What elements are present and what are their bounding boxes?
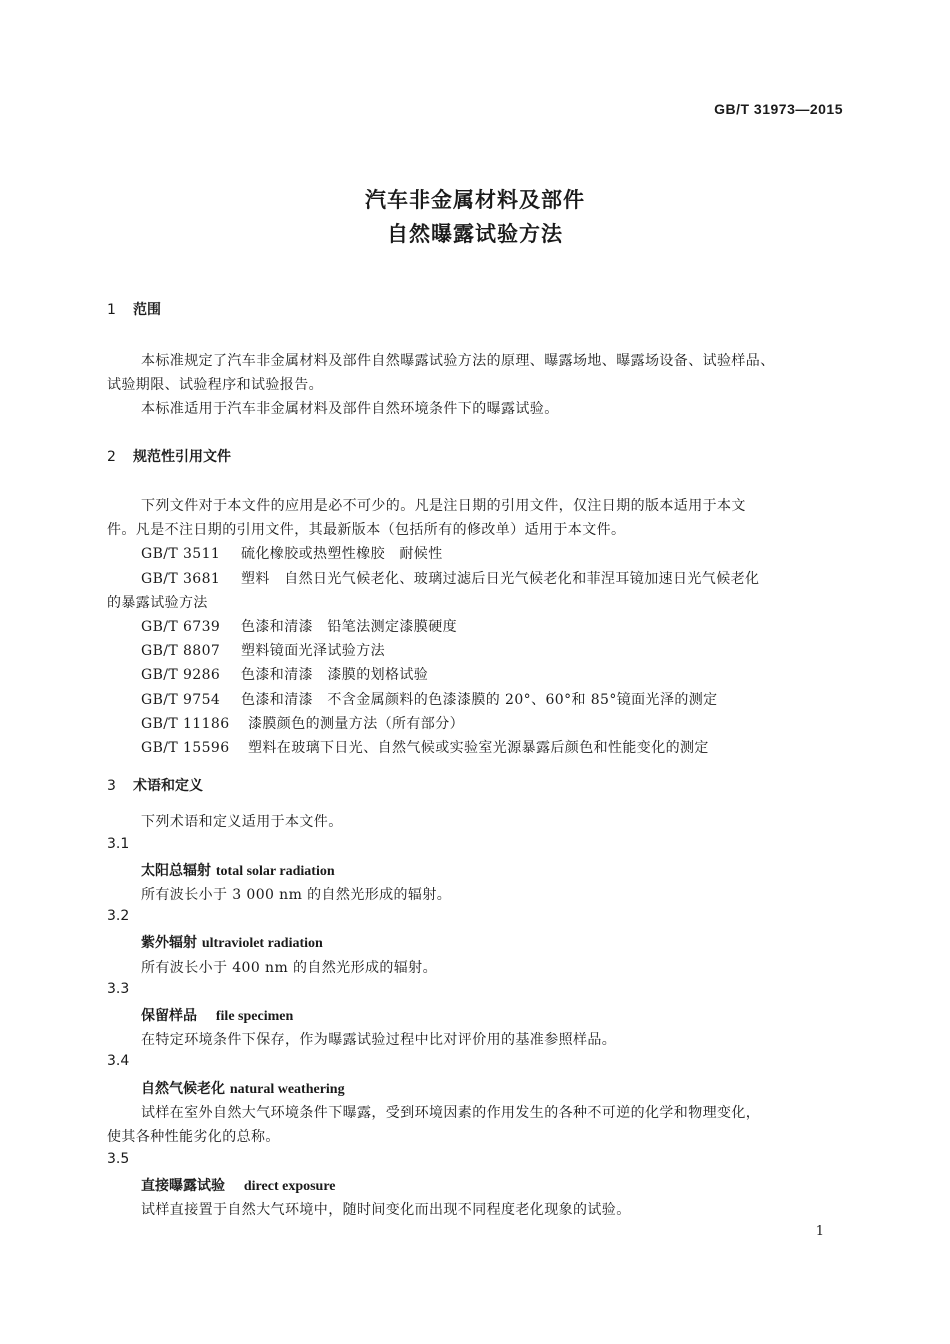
term-heading bbox=[141, 1078, 345, 1098]
term-en: total solar radiation bbox=[215, 864, 335, 879]
section-title: 术语和定义 bbox=[133, 778, 203, 794]
term-zh: 紫外辐射 bbox=[141, 935, 197, 951]
section-title: 规范性引用文件 bbox=[133, 449, 231, 465]
section-title: 范围 bbox=[133, 302, 161, 318]
standard-number: GB/T 31973—2015 bbox=[714, 101, 843, 117]
term-zh: 太阳总辐射 bbox=[141, 863, 211, 879]
term-heading bbox=[141, 860, 335, 880]
term-definition: 所有波长小于 400 nm 的自然光形成的辐射。 bbox=[141, 960, 437, 976]
section-2-heading bbox=[107, 446, 231, 466]
term-heading bbox=[141, 1005, 293, 1025]
term-en: direct exposure bbox=[243, 1179, 336, 1194]
paragraph-line: 下列术语和定义适用于本文件。 bbox=[141, 814, 343, 830]
term-en: natural weathering bbox=[229, 1082, 345, 1097]
term-heading bbox=[141, 932, 323, 952]
reference-item bbox=[141, 543, 443, 563]
reference-item bbox=[141, 616, 457, 636]
term-heading bbox=[141, 1175, 336, 1195]
term-zh: 自然气候老化 bbox=[141, 1081, 225, 1097]
reference-code: GB/T 9286 bbox=[141, 667, 221, 683]
reference-title: 硫化橡胶或热塑性橡胶 耐候性 bbox=[241, 546, 443, 562]
reference-code: GB/T 3681 bbox=[141, 571, 221, 587]
term-number: 3.3 bbox=[107, 981, 130, 997]
reference-code: GB/T 11186 bbox=[141, 716, 230, 732]
document-title-line2: 自然曝露试验方法 bbox=[387, 222, 563, 246]
reference-item bbox=[141, 713, 464, 733]
term-number: 3.5 bbox=[107, 1151, 130, 1167]
reference-code: GB/T 9754 bbox=[141, 692, 221, 708]
reference-item bbox=[141, 640, 385, 660]
reference-code: GB/T 6739 bbox=[141, 619, 221, 635]
reference-item bbox=[141, 664, 428, 684]
reference-code: GB/T 15596 bbox=[141, 740, 230, 756]
section-3-heading bbox=[107, 775, 203, 795]
term-en: ultraviolet radiation bbox=[201, 936, 323, 951]
term-definition: 试样在室外自然大气环境条件下曝露，受到环境因素的作用发生的各种不可逆的化学和物理变化， bbox=[141, 1105, 761, 1121]
reference-title: 塑料在玻璃下日光、自然气候或实验室光源暴露后颜色和性能变化的测定 bbox=[248, 740, 709, 756]
term-definition: 在特定环境条件下保存，作为曝露试验过程中比对评价用的基准参照样品。 bbox=[141, 1032, 617, 1048]
paragraph-line: 本标准规定了汽车非金属材料及部件自然曝露试验方法的原理、曝露场地、曝露场设备、试验样品、 bbox=[141, 353, 775, 369]
reference-title: 色漆和清漆 漆膜的划格试验 bbox=[241, 667, 429, 683]
paragraph-line: 本标准适用于汽车非金属材料及部件自然环境条件下的曝露试验。 bbox=[141, 401, 559, 417]
paragraph-line: 下列文件对于本文件的应用是必不可少的。凡是注日期的引用文件，仅注日期的版本适用于本文 bbox=[141, 498, 746, 514]
reference-code: GB/T 3511 bbox=[141, 546, 221, 562]
reference-continuation: 的暴露试验方法 bbox=[107, 595, 208, 611]
term-definition: 试样直接置于自然大气环境中，随时间变化而出现不同程度老化现象的试验。 bbox=[141, 1202, 631, 1218]
section-number: 3 bbox=[107, 778, 116, 794]
section-1-heading bbox=[107, 299, 161, 319]
reference-title: 色漆和清漆 铅笔法测定漆膜硬度 bbox=[241, 619, 457, 635]
reference-code: GB/T 8807 bbox=[141, 643, 221, 659]
reference-item bbox=[141, 568, 759, 588]
term-en: file specimen bbox=[215, 1009, 294, 1024]
reference-title: 色漆和清漆 不含金属颜料的色漆漆膜的 20°、60°和 85°镜面光泽的测定 bbox=[241, 692, 718, 708]
term-number: 3.2 bbox=[107, 908, 130, 924]
reference-title: 塑料镜面光泽试验方法 bbox=[241, 643, 385, 659]
paragraph-line: 试验期限、试验程序和试验报告。 bbox=[107, 377, 323, 393]
term-zh: 直接曝露试验 bbox=[141, 1178, 225, 1194]
term-definition-continuation: 使其各种性能劣化的总称。 bbox=[107, 1129, 280, 1145]
reference-title: 漆膜颜色的测量方法（所有部分） bbox=[248, 716, 464, 732]
paragraph-line: 件。凡是不注日期的引用文件，其最新版本（包括所有的修改单）适用于本文件。 bbox=[107, 522, 626, 538]
section-number: 1 bbox=[107, 302, 116, 318]
page-number: 1 bbox=[815, 1224, 824, 1239]
term-number: 3.1 bbox=[107, 836, 130, 852]
reference-title: 塑料 自然日光气候老化、玻璃过滤后日光气候老化和菲涅耳镜加速日光气候老化 bbox=[241, 571, 760, 587]
term-zh: 保留样品 bbox=[141, 1008, 197, 1024]
section-number: 2 bbox=[107, 449, 116, 465]
term-number: 3.4 bbox=[107, 1053, 130, 1069]
document-title-line1: 汽车非金属材料及部件 bbox=[365, 188, 585, 212]
reference-item bbox=[141, 689, 718, 709]
term-definition: 所有波长小于 3 000 nm 的自然光形成的辐射。 bbox=[141, 887, 452, 903]
reference-item bbox=[141, 737, 709, 757]
